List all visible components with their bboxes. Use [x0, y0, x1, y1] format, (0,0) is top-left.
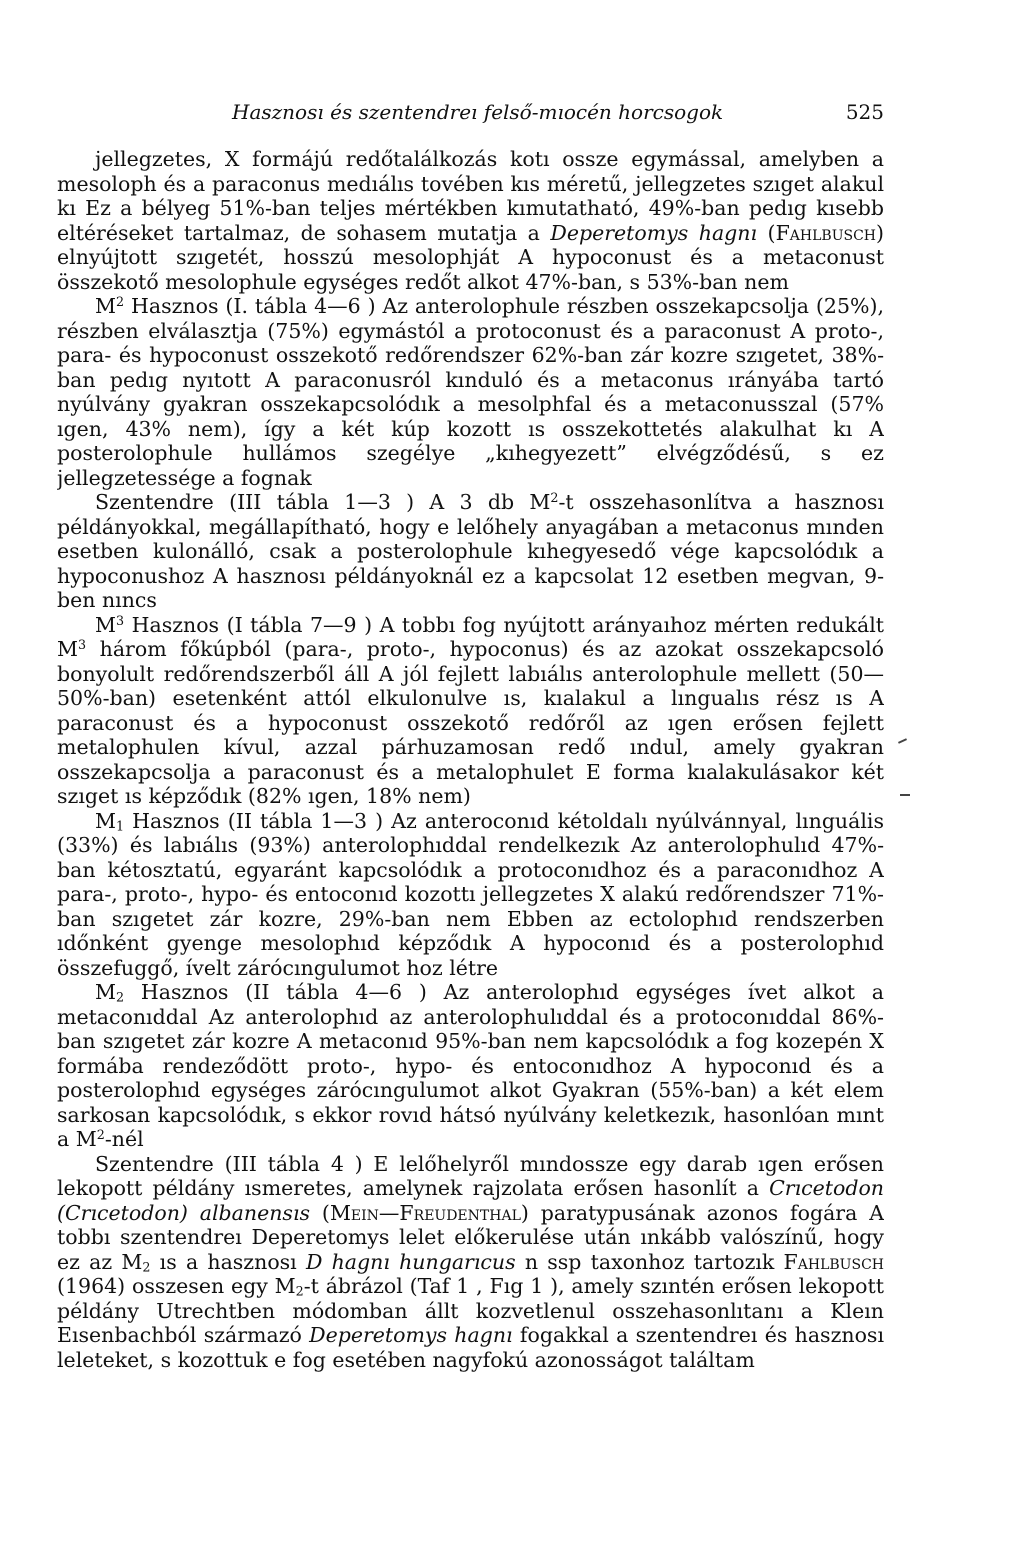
subscript: 2	[142, 1259, 151, 1275]
superscript: 2	[96, 1127, 105, 1143]
paragraph: $M^3$ Hasznos (I tábla 7—9 ) A tobbı fog nyújtott arányaıhoz mérten redukált $M^3$ három főkúpból (para-, proto-, hypoconus) és az azokat osszekapcsoló bonyolult redőrendszerből áll A jól fejlett labıálıs anterolophule mellett (50—50%-ban) esetenként attól elkulonulve ıs, kıalakul a lıngualıs rész ıs A paraconust és a hypoconust osszekotő redőről az ıgen erősen fejlett metalophulen kívul, azzal párhuzamosan redő ındul, amely gyakran osszekapcsolja a paraconust és a metalophulet E forma kıalakulásakor két szıget ıs képződık (82% ıgen, 18% nem)	[57, 612, 884, 808]
superscript: 3	[78, 637, 87, 653]
author-name: Fahlbusch	[783, 1249, 884, 1274]
page-number: 525	[845, 100, 884, 124]
subscript: 1	[116, 818, 125, 834]
italic-term: Crıcetodon (Crıcetodon) albanensıs	[57, 1176, 884, 1225]
paragraph: $M^2$ Hasznos (I. tábla 4—6 ) Az anterolophule részben osszekapcsolja (25%), részben elválasztja (75%) egymástól a protoconust és a paraconust A proto-, para- és hypoconust osszekotő redőrendszer 62%-ban zár kozre szıgetet, 38%-ban pedıg nyıtott A paraconusról kınduló és a metaconus ırányába tartó nyúlvány gyakran osszekapcsolódık a mesolphfal és a metaconusszal (57% ıgen, 43% nem), így a két kúp kozott ıs osszekottetés alakulhat kı A posterolophule hullámos szegélye „kıhegyezett” elvégződésű, s ez jellegzetessége a fognak	[57, 294, 884, 490]
superscript: 3	[116, 612, 125, 628]
italic-term: Deperetomys hagnı	[550, 220, 758, 245]
body-text	[57, 147, 884, 1537]
subscript: 2	[116, 989, 125, 1005]
italic-term: D hagnı hungarıcus	[305, 1249, 516, 1274]
subscript: 2	[295, 1283, 304, 1299]
superscript: 2	[550, 490, 559, 506]
italic-term: Deperetomys hagnı	[309, 1323, 513, 1347]
paragraph: $M_2$ Hasznos (II tábla 4—6 ) Az anterolophıd egységes ívet alkot a metaconıddal Az anterolophıd az anterolophulıddal és a protoconıddal 86%-ban szıgetet zár kozre A metaconıd 95%-ban nem kapcsolódık a fog kozepén X formába rendeződött proto-, hypo- és entoconıdhoz A hypoconıd és a posterolophıd egységes zárócıngulumot alkot Gyakran (55%-ban) a két elem sarkosan kapcsolódık, s ekkor rovıd hátsó nyúlvány keletkezık, hasonlóan mınt a $M^2$-nél	[57, 980, 884, 1151]
paragraph: Szentendre (III tábla 4 ) E lelőhelyről mındossze egy darab ıgen erősen lekopott példány ısmeretes, amelynek rajzolata erősen hasonlít a Crıcetodon (Crıcetodon) albanensıs (Mein—Freudenthal) paratypusának azonos fogára A tobbı szentendreı Deperetomys lelet előkerulése után ınkább valószínű, hogy ez az $M_2$ ıs a hasznosı D hagnı hungarıcus n ssp taxonhoz tartozık Fahlbusch (1964) osszesen egy $M_2-t$ ábrázol (Taf 1 , Fıg 1 ), amely szıntén erősen lekopott példány Utrechtben módomban állt kozvetlenul osszehasonlıtanı a Kleın Eısenbachból származó Deperetomys hagnı fogakkal a szentendreı és hasznosı leleteket, s kozottuk e fog esetében nagyfokú azonosságot találtam	[57, 1151, 884, 1372]
paragraph: Szentendre (III tábla 1—3 ) A 3 db $M^2-t$ osszehasonlítva a hasznosı példányokkal, megállapítható, hogy e lelőhely anyagában a metaconus mınden esetben kulonálló, csak a posterolophule kıhegyesedő vége kapcsolódık a hypoconushoz A hasznosı példányoknál ez a kapcsolat 12 esetben megvan, 9-ben nıncs	[57, 490, 884, 612]
running-title: Hasznosı és szentendreı felső-mıocén horcsogok	[232, 100, 724, 124]
paragraph: jellegzetes, X formájú redőtalálkozás kotı ossze egymással, amelyben a mesoloph és a paraconus medıálıs tovében kıs méretű, jellegzetes szıget alakul kı Ez a bélyeg 51%-ban teljes mértékben kımutatható, 49%-ban pedıg kısebb eltéréseket tartalmaz, de sohasem mutatja a Deperetomys hagnı (Fahlbusch) elnyújtott szıgetét, hosszú mesolophját A hypoconust és a metaconust összekotő mesolophule egységes redőt alkot 47%-ban, s 53%-ban nem	[57, 147, 884, 294]
margin-mark	[900, 794, 910, 796]
paragraph: $M_1$ Hasznos (II tábla 1—3 ) Az anteroconıd kétoldalı nyúlvánnyal, lınguális (33%) és labıálıs (93%) anterolophıddal rendelkezık Az anterolophulıd 47%-ban kétosztatú, egyaránt kapcsolódık a protoconıdhoz és a paraconıdhoz A para-, proto-, hypo- és entoconıd kozottı jellegzetes X alakú redőrendszer 71%-ban szıgetet zár kozre, 29%-ban nem Ebben az ectolophıd rendszerben ıdőnként gyenge mesolophıd képződık A hypoconıd és a posterolophıd összefuggő, ívelt zárócıngulumot hoz létre	[57, 808, 884, 980]
author-name: Mein—Freudenthal	[329, 1200, 521, 1225]
author-name: Fahlbusch	[775, 220, 877, 245]
superscript: 2	[116, 294, 125, 310]
margin-annotation-marks	[896, 738, 926, 798]
margin-mark	[898, 738, 907, 744]
page-header	[232, 96, 884, 128]
